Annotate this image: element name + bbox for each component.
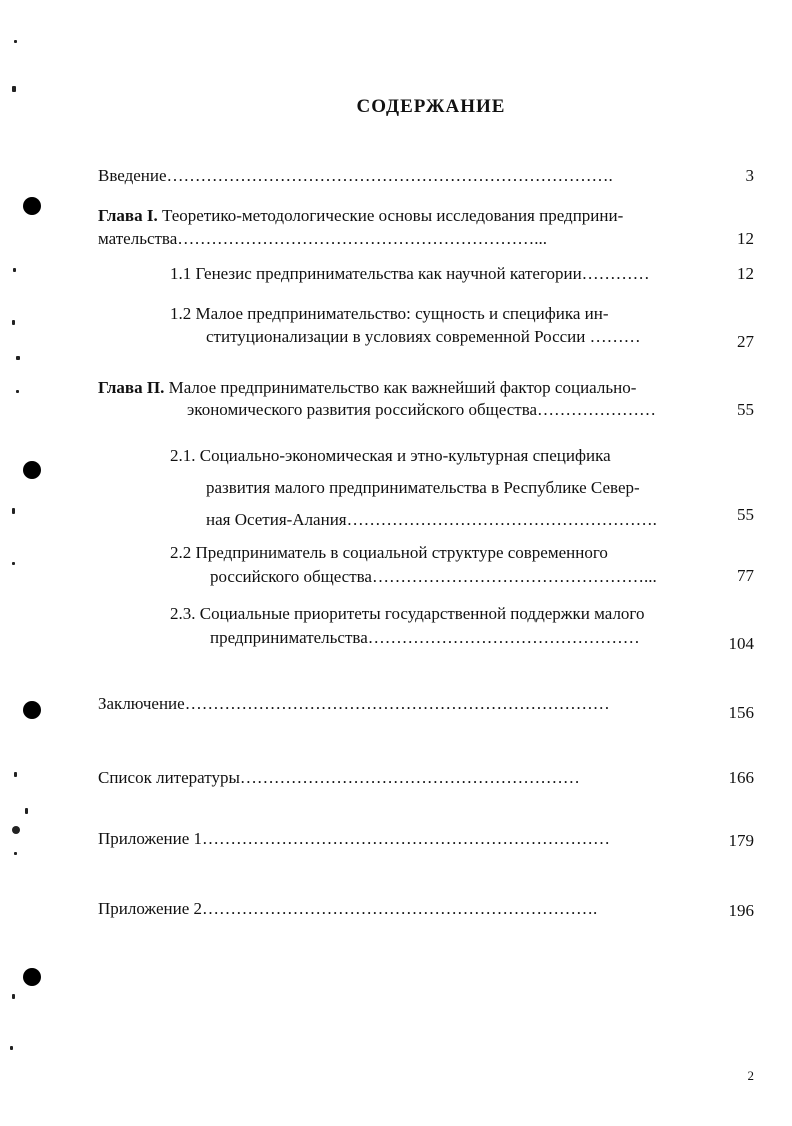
scan-speck: [14, 852, 17, 855]
scan-speck: [25, 808, 28, 814]
scan-speck: [12, 86, 16, 92]
toc-entry-text: [98, 378, 636, 398]
scan-speck: [12, 320, 15, 325]
toc-entry-page: 104: [728, 634, 754, 653]
toc-entry-text: 2.3. Социальные приоритеты государственной поддержки малого: [170, 604, 645, 623]
toc-entry-page: 12: [737, 229, 754, 248]
toc-entry-text: ституционализации в условиях современной России ………: [206, 327, 641, 346]
binder-hole-2: [23, 461, 41, 479]
toc-entry-text: Приложение 2…………………………………………………………….: [98, 899, 598, 918]
scan-speck: [12, 562, 15, 565]
toc-entry-text: Введение…………………………………………………………………….: [98, 166, 613, 185]
toc-entry-text: 2.2 Предприниматель в социальной структуре современного: [170, 543, 608, 562]
toc-entry-page: 77: [737, 566, 754, 585]
toc-entry-text: Приложение 1………………………………………………………………: [98, 829, 610, 848]
binder-hole-1: [23, 197, 41, 215]
toc-entry-page: 55: [737, 505, 754, 524]
binder-hole-4: [23, 968, 41, 986]
scan-speck: [12, 508, 15, 514]
toc-entry-text: экономического развития российского общества…………………: [187, 400, 657, 419]
toc-entry-text: 2.1. Социально-экономическая и этно-культурная специфика: [170, 446, 611, 465]
toc-entry-page: 55: [737, 400, 754, 419]
chapter-title: Теоретико-методологические основы исследования предприни-: [157, 206, 624, 225]
scan-speck: [16, 390, 19, 393]
toc-entry-text: российского общества…………………………………………...: [210, 567, 657, 586]
toc-entry-page: 196: [728, 901, 754, 920]
scan-speck: [10, 1046, 13, 1050]
toc-entry-text: мательства………………………………………………………...: [98, 229, 548, 248]
scan-speck: [14, 772, 17, 777]
scan-speck: [14, 40, 17, 43]
toc-entry-page: 3: [745, 166, 754, 185]
scan-speck: [13, 268, 16, 272]
toc-entry-page: 27: [737, 332, 754, 351]
page-title: СОДЕРЖАНИЕ: [356, 96, 506, 117]
toc-entry-text: развития малого предпринимательства в Республике Север-: [206, 478, 640, 497]
toc-entry-text: ная Осетия-Алания……………………………………………….: [206, 510, 657, 529]
toc-entry-page: 179: [728, 831, 754, 850]
chapter-title: Малое предпринимательство как важнейший фактор социально-: [164, 378, 637, 397]
scan-speck: [16, 356, 20, 360]
chapter-label: Глава П.: [98, 378, 165, 397]
chapter-label: Глава I.: [98, 206, 158, 225]
scan-speck: [12, 994, 15, 999]
scan-speck: [12, 826, 20, 834]
toc-entry-text: 1.1 Генезис предпринимательства как научной категории…………: [170, 264, 650, 283]
toc-entry-page: 166: [728, 768, 754, 787]
page-number: 2: [747, 1068, 754, 1083]
toc-entry-text: предпринимательства…………………………………………: [210, 628, 640, 647]
toc-entry-page: 156: [728, 703, 754, 722]
toc-entry-text: 1.2 Малое предпринимательство: сущность и специфика ин-: [170, 304, 609, 323]
binder-hole-3: [23, 701, 41, 719]
toc-entry-text: [98, 206, 623, 226]
toc-entry-text: Список литературы……………………………………………………: [98, 768, 580, 787]
toc-entry-text: Заключение…………………………………………………………………: [98, 694, 610, 713]
toc-entry-page: 12: [737, 264, 754, 283]
